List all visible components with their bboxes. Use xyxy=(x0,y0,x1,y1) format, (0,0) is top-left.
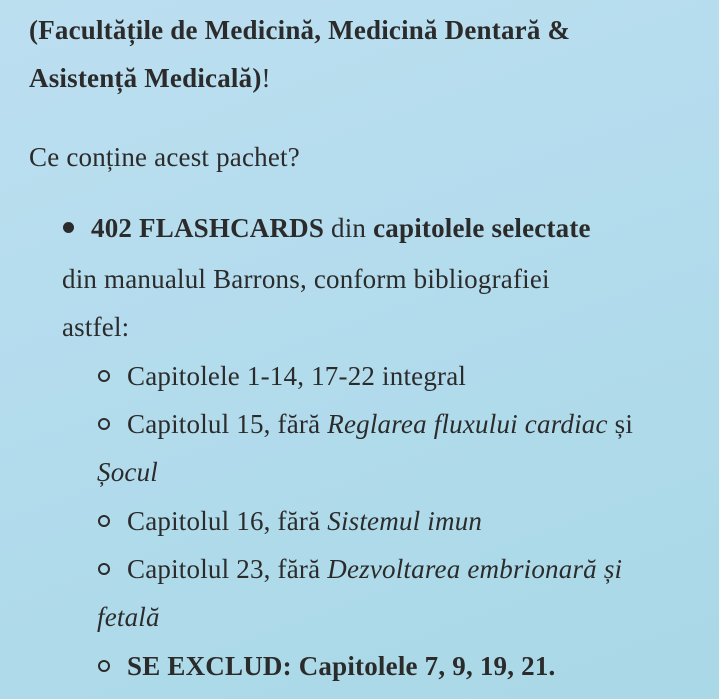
intro-exclamation: ! xyxy=(261,63,271,93)
sub-item-2-italic: Reglarea fluxului cardiac xyxy=(327,409,608,439)
sub-item-2-tail: și xyxy=(607,409,634,439)
sub-item-5-exclusions: SE EXCLUD: Capitolele 7, 9, 19, 21. xyxy=(127,651,556,681)
circle-bullet-icon xyxy=(98,563,110,575)
sub-item-3 xyxy=(127,504,482,538)
main-bullet-din: din xyxy=(324,213,374,243)
bullet-disc-icon xyxy=(63,222,74,233)
question-heading: Ce conține acest pachet? xyxy=(29,142,300,172)
intro-line-2 xyxy=(29,61,271,95)
sub-item-4-prefix: Capitolul 23, fără xyxy=(127,554,328,584)
intro-line-1: (Facultățile de Medicină, Medicină Dentară & xyxy=(29,15,571,45)
selected-chapters: capitolele selectate xyxy=(373,213,591,243)
sub-item-1: Capitolele 1-14, 17-22 integral xyxy=(127,361,467,391)
main-bullet-line-3: astfel: xyxy=(62,312,130,342)
main-bullet-line-1 xyxy=(91,211,591,245)
flashcards-count: 402 FLASHCARDS xyxy=(91,213,325,243)
main-bullet-line-2: din manualul Barrons, conform bibliografiei xyxy=(62,264,550,294)
circle-bullet-icon xyxy=(98,515,110,527)
circle-bullet-icon xyxy=(98,418,110,430)
sub-item-4 xyxy=(127,552,622,586)
sub-item-2-prefix: Capitolul 15, fără xyxy=(127,409,328,439)
circle-bullet-icon xyxy=(98,370,110,382)
sub-item-3-prefix: Capitolul 16, fără xyxy=(127,506,328,536)
sub-item-4-continuation: fetală xyxy=(97,602,160,632)
circle-bullet-icon xyxy=(98,660,110,672)
sub-item-3-italic: Sistemul imun xyxy=(327,506,483,536)
sub-item-4-italic: Dezvoltarea embrionară și xyxy=(327,554,623,584)
sub-item-2-continuation: Șocul xyxy=(97,457,158,487)
sub-item-2 xyxy=(127,407,633,441)
intro-faculties-bold: Asistență Medicală) xyxy=(29,63,262,93)
